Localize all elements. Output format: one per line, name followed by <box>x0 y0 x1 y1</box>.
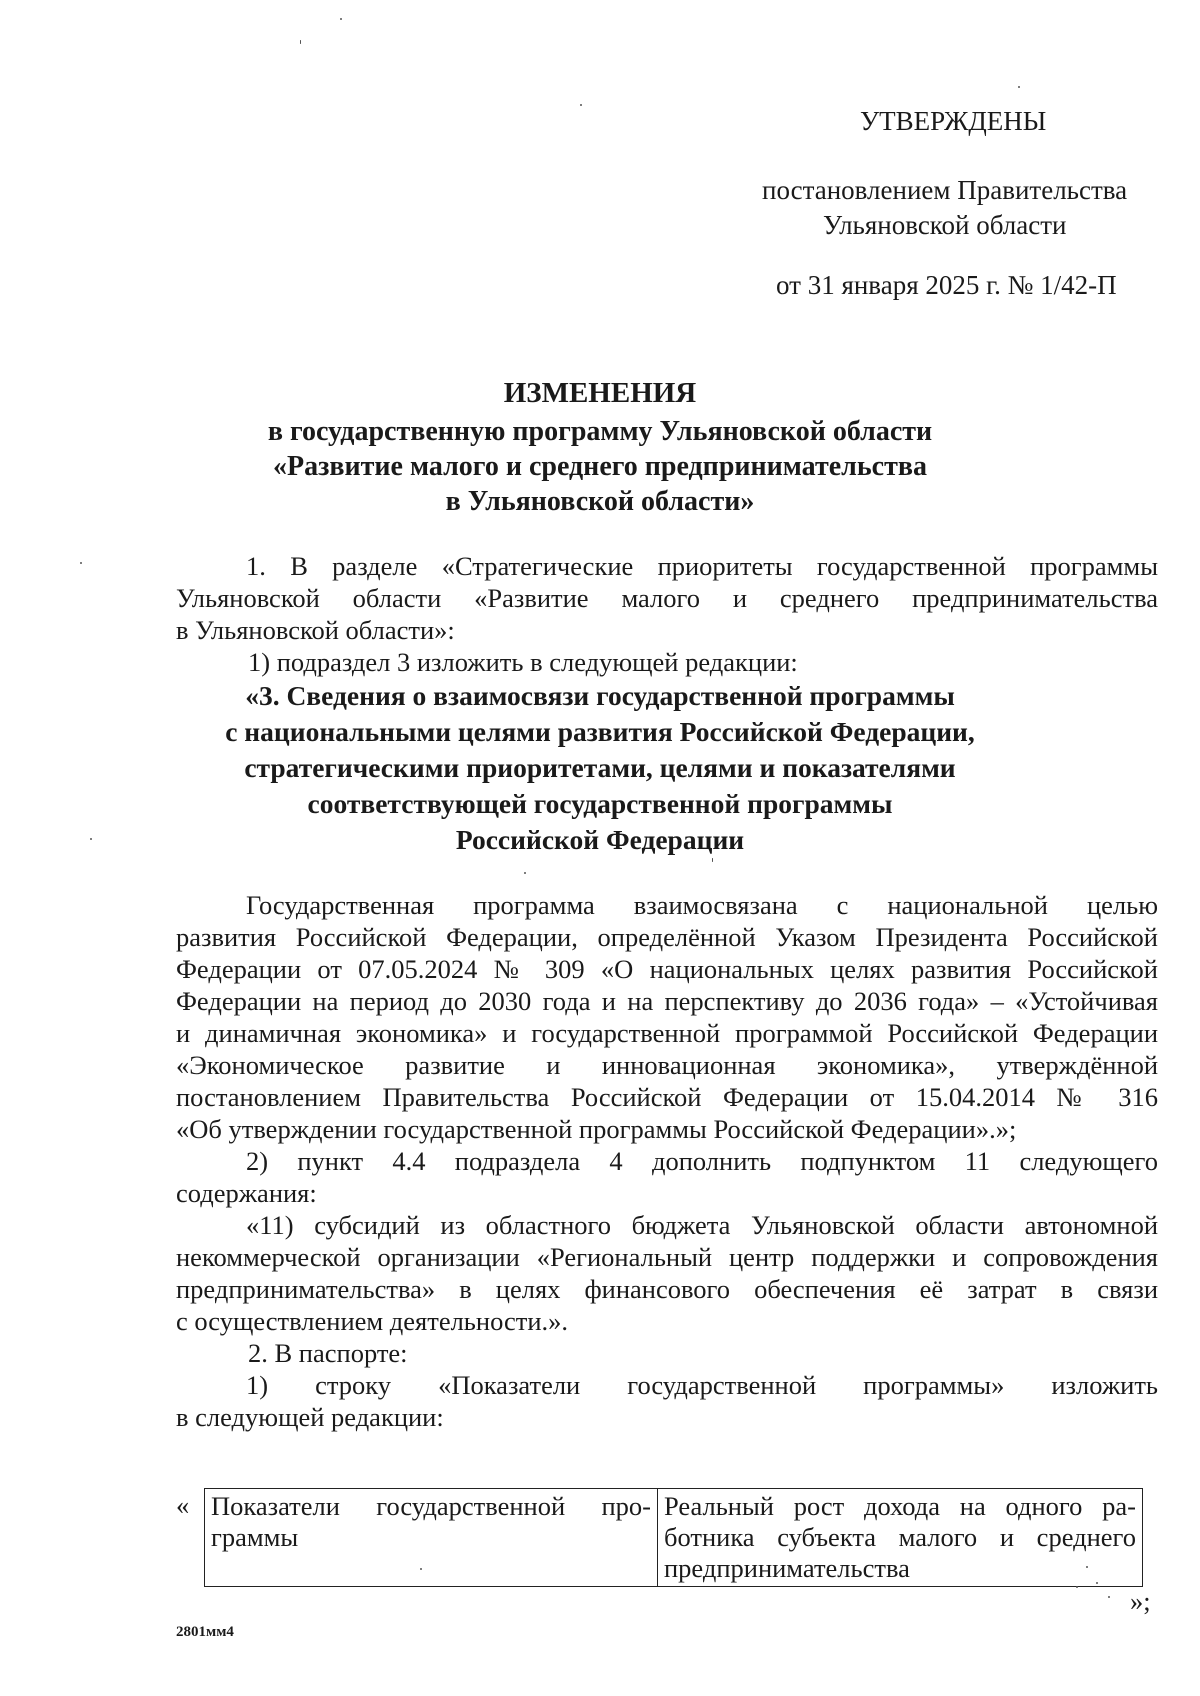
approval-line-3: от 31 января 2025 г. № 1/42-П <box>776 270 1117 300</box>
subsection-heading-line1: «3. Сведения о взаимосвязи государственной программы <box>245 680 955 711</box>
para3-line7: постановлением Правительства Российской Федерации от 15.04.2014 № 316 <box>176 1082 1158 1112</box>
scan-speck <box>420 1568 422 1570</box>
para5-line2: некоммерческой организации «Региональный центр поддержки и сопровождения <box>176 1242 1158 1272</box>
scan-speck <box>524 872 526 874</box>
para3-line8: «Об утверждении государственной программы Российской Федерации».»; <box>176 1114 1017 1144</box>
scan-speck <box>300 40 301 44</box>
para3-line1: Государственная программа взаимосвязана с национальной целью <box>246 890 1158 920</box>
para4-line2: содержания: <box>176 1178 317 1208</box>
scan-speck <box>1108 1596 1110 1598</box>
scan-speck <box>80 562 82 564</box>
para5-line4: с осуществлением деятельности.». <box>176 1306 569 1336</box>
subsection-heading-line3: стратегическими приоритетами, целями и показателями <box>244 752 956 783</box>
section1-para1-line1: 1. В разделе «Стратегические приоритеты государственной программы <box>246 551 1158 581</box>
para3-line6: «Экономическое развитие и инновационная экономика», утверждённой <box>176 1050 1158 1080</box>
subsection-heading-line4: соответствующей государственной программы <box>307 788 893 819</box>
section2-para1: 2. В паспорте: <box>248 1338 408 1368</box>
subsection-heading-line5: Российской Федерации <box>455 824 745 855</box>
approval-line-1: постановлением Правительства <box>762 175 1128 205</box>
document-title-line-2: в государственную программу Ульяновской области <box>267 416 933 447</box>
scan-speck <box>1096 1582 1098 1584</box>
section2-para2-line1: 1) строку «Показатели государственной программы» изложить <box>246 1370 1158 1400</box>
para3-line3: Федерации от 07.05.2024 № 309 «О национальных целях развития Российской <box>176 954 1158 984</box>
table-label-line1: Показатели государственной про- <box>211 1491 651 1521</box>
table-cell-label <box>205 1489 658 1587</box>
scan-speck <box>90 838 92 840</box>
table-label-line2: граммы <box>211 1522 299 1552</box>
scan-speck <box>340 18 342 20</box>
table-value-line2: ботника субъекта малого и среднего <box>664 1522 1136 1552</box>
scan-speck <box>1018 86 1020 88</box>
para3-line5: и динамичная экономика» и государственной программой Российской Федерации <box>176 1018 1158 1048</box>
footer-document-code: 2801мм4 <box>176 1624 234 1640</box>
section2-para2-line2: в следующей редакции: <box>176 1402 444 1432</box>
table-row <box>205 1489 1143 1587</box>
subsection-heading-line2: с национальными целями развития Российской Федерации, <box>225 716 975 747</box>
section1-para2: 1) подраздел 3 изложить в следующей редакции: <box>248 647 798 677</box>
para3-line4: Федерации на период до 2030 года и на перспективу до 2036 года» – «Устойчивая <box>176 986 1158 1016</box>
scan-speck <box>1076 1586 1078 1588</box>
scan-speck <box>712 858 713 862</box>
document-title: ИЗМЕНЕНИЯ <box>503 377 697 409</box>
approval-heading: УТВЕРЖДЕНЫ <box>860 106 1047 136</box>
para3-line2: развития Российской Федерации, определённой Указом Президента Российской <box>176 922 1158 952</box>
section1-para1-line3: в Ульяновской области»: <box>176 615 455 645</box>
section1-para1-line2: Ульяновской области «Развитие малого и среднего предпринимательства <box>176 583 1158 613</box>
para4-line1: 2) пункт 4.4 подраздела 4 дополнить подпунктом 11 следующего <box>246 1146 1158 1176</box>
para5-line1: «11) субсидий из областного бюджета Ульяновской области автономной <box>246 1210 1158 1240</box>
approval-line-2: Ульяновской области <box>823 210 1067 240</box>
document-title-line-4: в Ульяновской области» <box>445 486 755 517</box>
table-open-quote: « <box>176 1490 190 1520</box>
scan-speck <box>1086 1566 1088 1568</box>
table-close-quote: »; <box>1130 1586 1151 1616</box>
document-title-line-3: «Развитие малого и среднего предпринимательства <box>273 451 927 482</box>
para5-line3: предпринимательства» в целях финансового обеспечения её затрат в связи <box>176 1274 1158 1304</box>
scan-speck <box>580 104 582 106</box>
table-value-line1: Реальный рост дохода на одного ра- <box>664 1491 1136 1521</box>
passport-table <box>204 1488 1143 1587</box>
table-value-line3: предпринимательства <box>664 1553 910 1583</box>
table-cell-value <box>658 1489 1143 1587</box>
